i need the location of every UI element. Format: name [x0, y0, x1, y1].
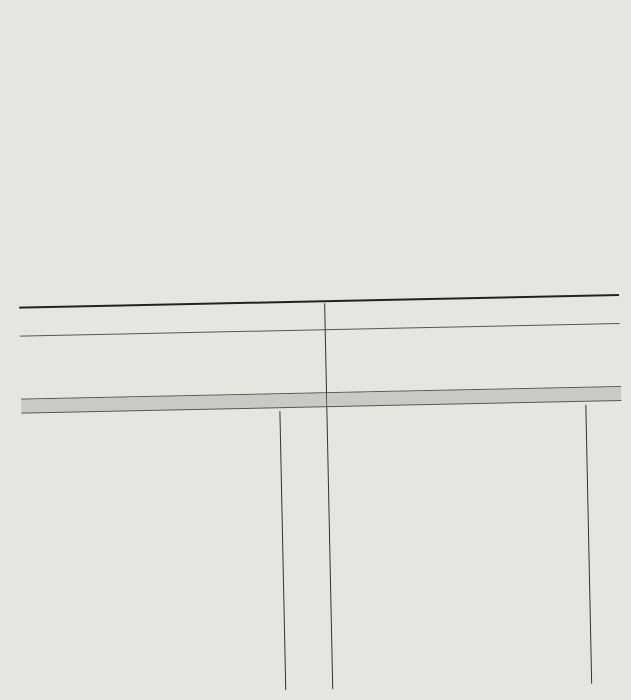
right-pct-divider [585, 405, 592, 684]
schedule-divider [324, 303, 333, 689]
left-pct-divider [279, 411, 286, 690]
wage-bracket-table-fragment [0, 0, 631, 262]
table-2-biweekly [0, 239, 631, 700]
heading-rule [19, 294, 619, 309]
note-rule [20, 323, 620, 337]
